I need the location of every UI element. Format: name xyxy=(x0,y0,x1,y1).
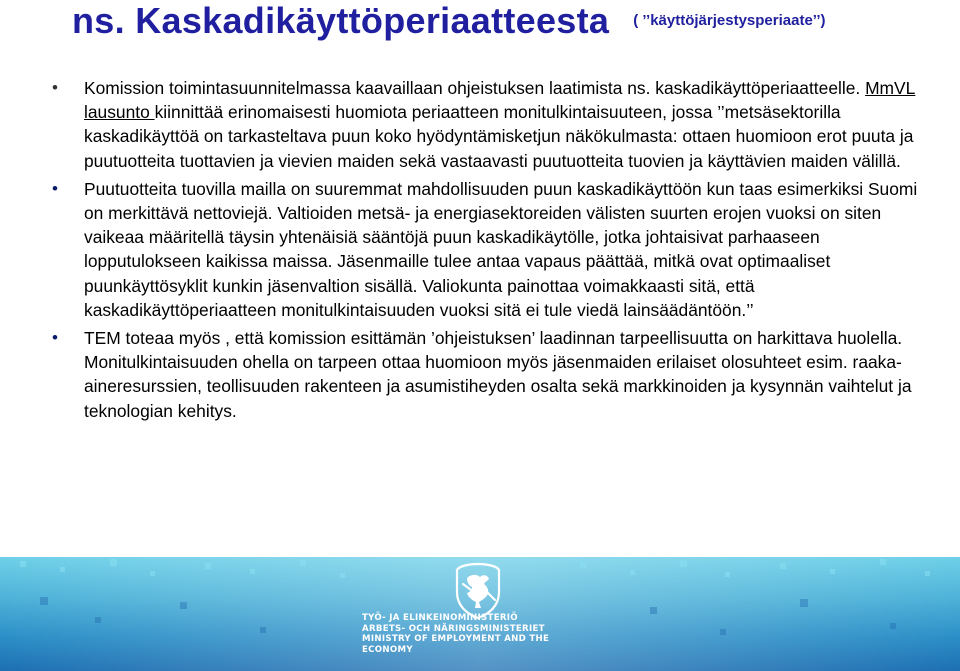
ministry-name-sv: ARBETS- OCH NÄRINGSMINISTERIET xyxy=(362,623,545,634)
bullet-text: Puutuotteita tuovilla mailla on suuremmat mahdollisuuden puun kaskadikäyttöön kun taas esimerkiksi Suomi on merkittävä nettoviejä. Valtioiden metsä- ja energiasektoreiden välisten suurten erojen vuoksi on siten vaikeaa määritellä täysin yhtenäisiä sääntöjä puun kaskadikäytölle, jotka johtaisivat parhaaseen lopputulokseen kaikissa maissa. Jäsenmaille tulee antaa vapaus päättää, mitkä ovat optimaaliset puunkäyttösyklit kunkin jäsenvaltion sisällä. Valiokunta painottaa voimakkaasti sitä, että kaskadikäyttöperiaatteen monitulkintaisuuden vuoksi sitä ei tule viedä lainsäädäntöön.’’ xyxy=(84,178,918,320)
bullet-dot-icon: • xyxy=(52,78,58,97)
bullet-list xyxy=(50,76,930,427)
bullet-dot-icon: • xyxy=(52,178,58,198)
bullet-text-part: Komission toimintasuunnitelmassa kaavaillaan ohjeistuksen laatimista ns. kaskadikäyttöperiaatteelle. xyxy=(84,78,866,98)
bullet-text-part: kiinnittää erinomaisesti huomiota periaatteen monitulkintaisuuteen, jossa ’’metsäsektorilla kaskadikäyttöä on tarkasteltava puun koko hyödyntämisketjun näkökulmasta: ottaen huomioon erot puuta ja puutuotteita tuottavien ja vievien maiden sekä vastaavasti puutuotteita tuovien ja käyttävien maiden välillä. xyxy=(84,102,914,171)
bullet-item xyxy=(50,76,930,173)
finnish-lion-coat-of-arms-icon xyxy=(453,562,503,620)
bullet-item xyxy=(50,177,930,322)
bullet-text-underlined: MmVL lausunto xyxy=(84,78,916,123)
ministry-name-fi: TYÖ- JA ELINKEINOMINISTERIÖ xyxy=(362,613,518,623)
bullet-item xyxy=(50,326,930,423)
page-title: ns. Kaskadikäyttöperiaatteesta xyxy=(72,0,610,41)
footer-ministry-names xyxy=(362,613,602,655)
bullet-text: TEM toteaa myös , että komission esittämän ’ohjeistuksen’ laadinnan tarpeellisuutta on harkittava huolella. Monitulkintaisuuden ohella on tarpeen ottaa huomioon myös jäsenmaiden erilaiset olosuhteet esim. raaka-aineresurssien, teollisuuden rakenteen ja asumistiheyden osalta sekä markkinoiden ja kysynnän vaihtelut ja teknologian kehitys. xyxy=(84,328,912,421)
bullet-dot-icon: • xyxy=(52,328,58,348)
ministry-name-en: MINISTRY OF EMPLOYMENT AND THE ECONOMY xyxy=(362,634,550,655)
slide-title xyxy=(72,0,826,42)
page-subtitle: ( ’’käyttöjärjestysperiaate’’) xyxy=(633,12,826,29)
